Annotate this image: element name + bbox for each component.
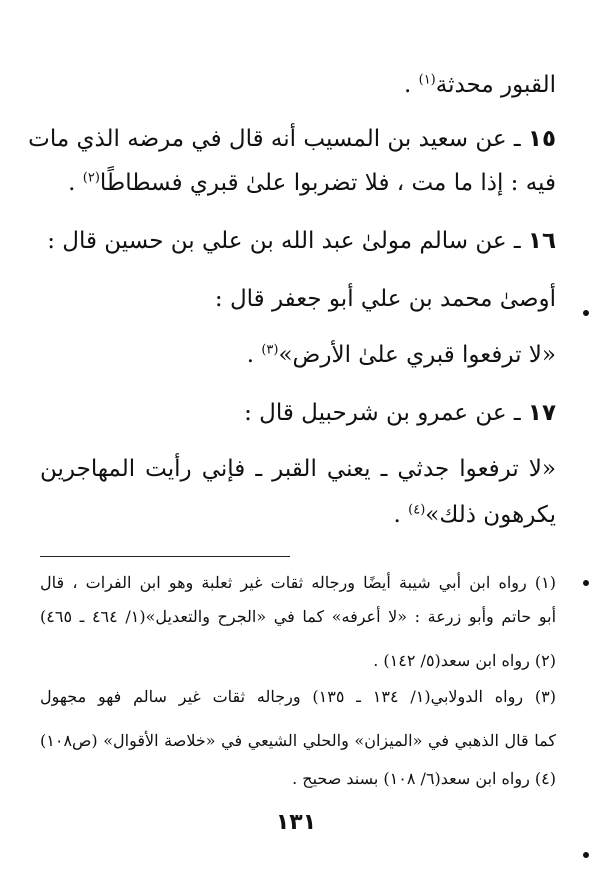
scan-mark-middle — [583, 580, 589, 586]
footnote-separator — [40, 556, 290, 557]
item-17-line-1 — [40, 396, 556, 430]
item-15-text-2: فيه : إذا ما مت ، فلا تضربوا علىٰ قبري فسطاطًا — [99, 170, 556, 196]
footnote-3-line-2: كما قال الذهبي في «الميزان» والحلي الشيعي في «خلاصة الأقوال» (ص١٠٨) — [40, 731, 557, 750]
scan-mark-top — [583, 310, 589, 316]
item-17-line-2 — [40, 452, 556, 486]
footnote-ref-3: (٣) — [261, 342, 279, 358]
item-17-text-2: «لا ترفعوا جدثي ـ يعني القبر ـ فإني رأيت المهاجرين — [40, 456, 556, 482]
scan-mark-bottom — [583, 852, 589, 858]
item-15-text-1: ـ عن سعيد بن المسيب أنه قال في مرضه الذي مات — [28, 126, 528, 152]
footnote-ref-4: (٤) — [408, 502, 426, 518]
text-line-1-content: القبور محدثة — [435, 72, 556, 98]
item-17-text-3: يكرهون ذلك» — [425, 502, 556, 528]
item-17-text-1: ـ عن عمرو بن شرحبيل قال : — [244, 400, 528, 426]
footnote-1-line-2: أبو حاتم وأبو زرعة : «لا أعرفه» كما في «الجرح والتعديل»(١/ ٤٦٤ ـ ٤٦٥) — [40, 607, 557, 626]
footnote-3-line-1: (٣) رواه الدولابي(١/ ١٣٤ ـ ١٣٥) ورجاله ثقات غير سالم فهو مجهول — [40, 687, 556, 706]
text-line-1-end: . — [403, 72, 419, 98]
item-15-line-2 — [40, 166, 556, 200]
item-17-end: . — [393, 502, 409, 528]
footnote-ref-2: (٢) — [82, 170, 100, 186]
item-15-end: . — [68, 170, 83, 196]
item-16-text-3: «لا ترفعوا قبري علىٰ الأرض» — [278, 342, 556, 368]
item-16-line-3 — [40, 338, 556, 372]
item-16-number: ١٦ — [527, 228, 556, 254]
footnote-ref-1: (١) — [418, 72, 436, 88]
footnote-2: (٢) رواه ابن سعد(٥/ ١٤٢) . — [373, 651, 556, 670]
item-16-text-1: ـ عن سالم مولىٰ عبد الله بن علي بن حسين قال : — [47, 228, 528, 254]
text-line-1 — [40, 68, 556, 102]
page-number: ١٣١ — [275, 810, 317, 835]
item-15-number: ١٥ — [527, 126, 556, 152]
item-16-line-1 — [40, 224, 556, 258]
item-17-number: ١٧ — [527, 400, 556, 426]
item-15-line-1 — [28, 122, 556, 156]
item-16-line-2 — [40, 282, 556, 316]
item-16-end: . — [246, 342, 262, 368]
item-17-line-3 — [40, 498, 556, 532]
item-16-text-2: أوصىٰ محمد بن علي أبو جعفر قال : — [214, 286, 556, 312]
footnote-4: (٤) رواه ابن سعد(٦/ ١٠٨) بسند صحيح . — [292, 769, 556, 788]
footnote-1-line-1: (١) رواه ابن أبي شيبة أيضًا ورجاله ثقات غير ثعلبة وهو ابن الفرات ، قال — [40, 573, 556, 592]
